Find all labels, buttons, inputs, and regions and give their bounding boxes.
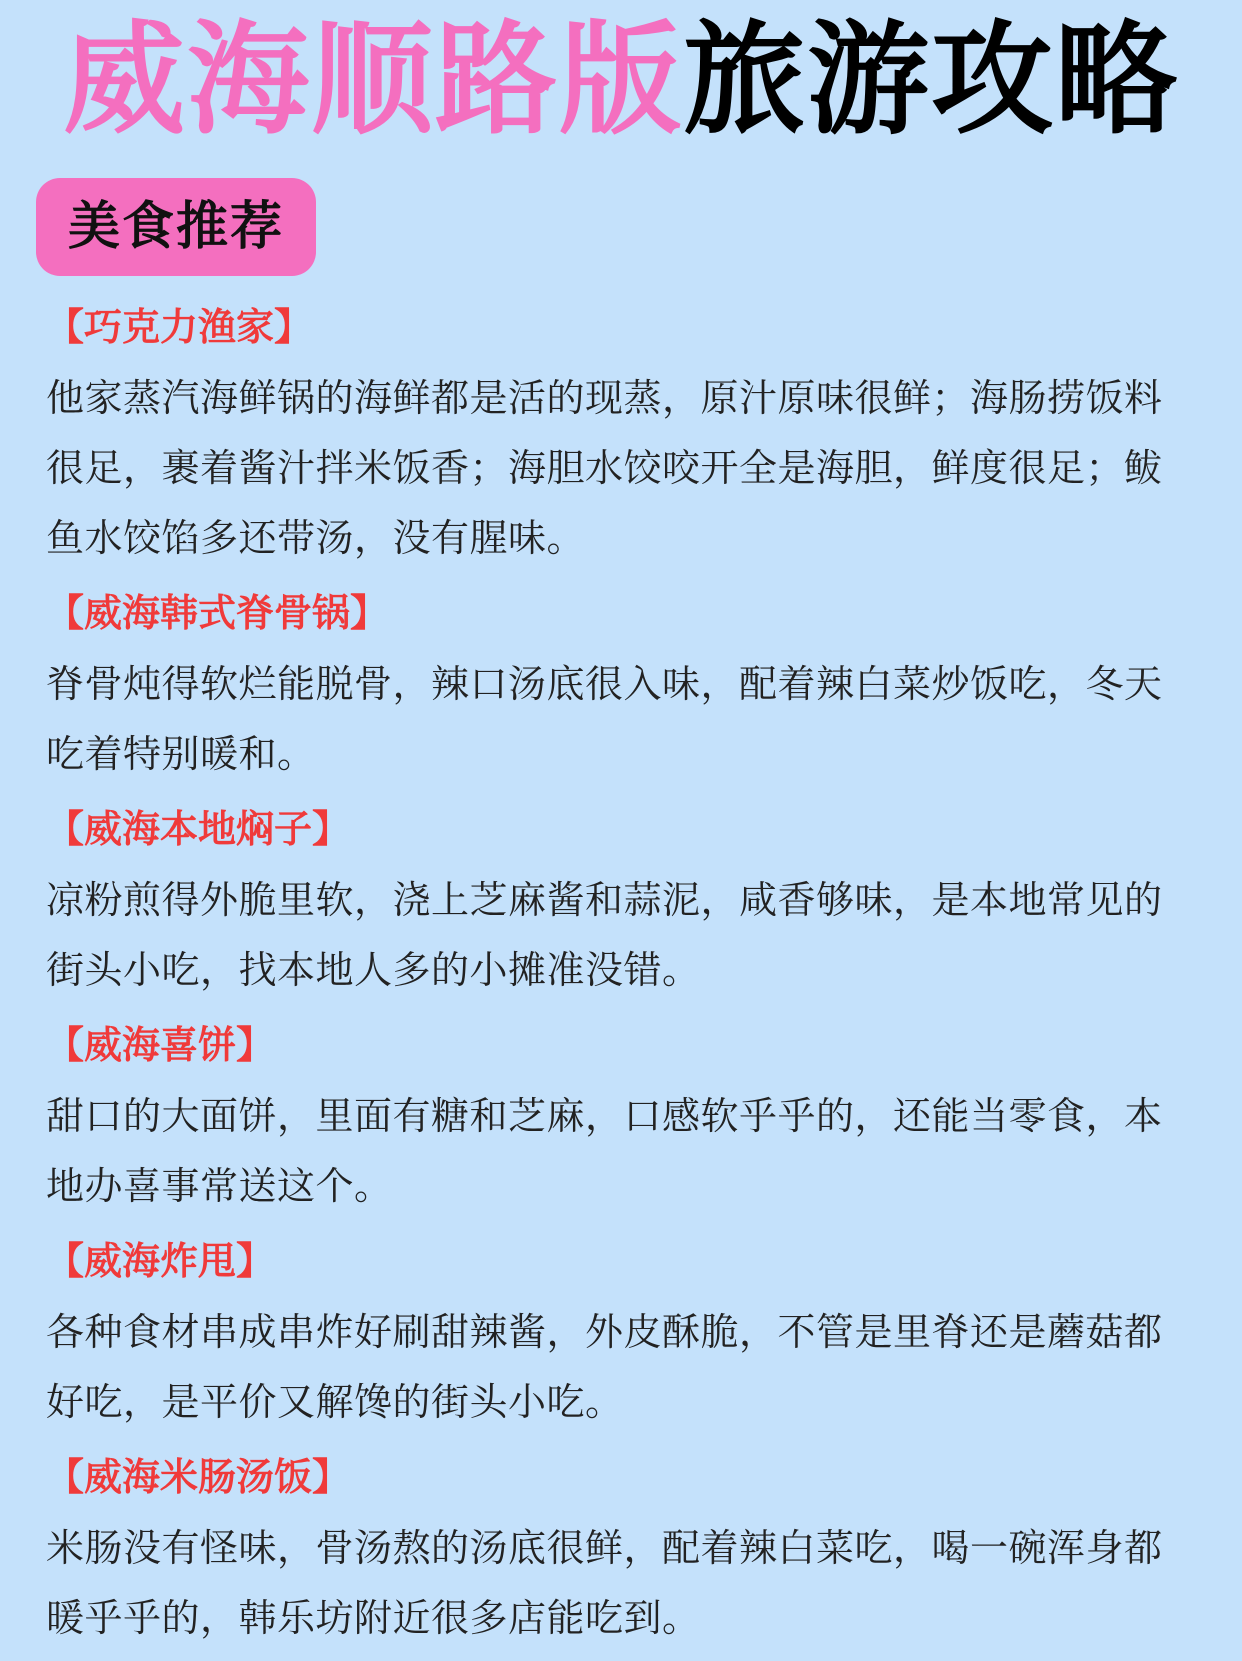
page-title <box>0 0 1242 160</box>
item-title: 【巧克力渔家】 <box>46 305 313 349</box>
item-title: 【威海本地焖子】 <box>46 807 351 851</box>
item-description: 脊骨炖得软烂能脱骨，辣口汤底很入味，配着辣白菜炒饭吃，冬天吃着特别暖和。 <box>46 662 1163 776</box>
item-title: 【威海炸甩】 <box>46 1239 275 1283</box>
food-list <box>46 295 1196 1661</box>
item-description: 凉粉煎得外脆里软，浇上芝麻酱和蒜泥，咸香够味，是本地常见的街头小吃，找本地人多的小摊准没错。 <box>46 878 1163 992</box>
section-badge: 美食推荐 <box>36 178 316 276</box>
list-item <box>46 797 1196 1005</box>
item-title: 【威海韩式脊骨锅】 <box>46 591 389 635</box>
item-title: 【威海米肠汤饭】 <box>46 1455 351 1499</box>
item-title: 【威海喜饼】 <box>46 1023 275 1067</box>
item-description: 各种食材串成串炸好刷甜辣酱，外皮酥脆，不管是里脊还是蘑菇都好吃，是平价又解馋的街头小吃。 <box>46 1310 1163 1424</box>
item-description: 他家蒸汽海鲜锅的海鲜都是活的现蒸，原汁原味很鲜；海肠捞饭料很足，裹着酱汁拌米饭香；海胆水饺咬开全是海胆，鲜度很足；鲅鱼水饺馅多还带汤，没有腥味。 <box>46 376 1163 560</box>
list-item <box>46 581 1196 789</box>
item-description: 米肠没有怪味，骨汤熬的汤底很鲜，配着辣白菜吃，喝一碗浑身都暖乎乎的，韩乐坊附近很多店能吃到。 <box>46 1526 1163 1640</box>
list-item <box>46 295 1196 573</box>
title-highlight: 威海顺路版 <box>63 9 683 151</box>
list-item <box>46 1013 1196 1221</box>
list-item <box>46 1445 1196 1653</box>
title-main: 旅游攻略 <box>683 9 1179 151</box>
item-description: 甜口的大面饼，里面有糖和芝麻，口感软乎乎的，还能当零食，本地办喜事常送这个。 <box>46 1094 1163 1208</box>
list-item <box>46 1229 1196 1437</box>
